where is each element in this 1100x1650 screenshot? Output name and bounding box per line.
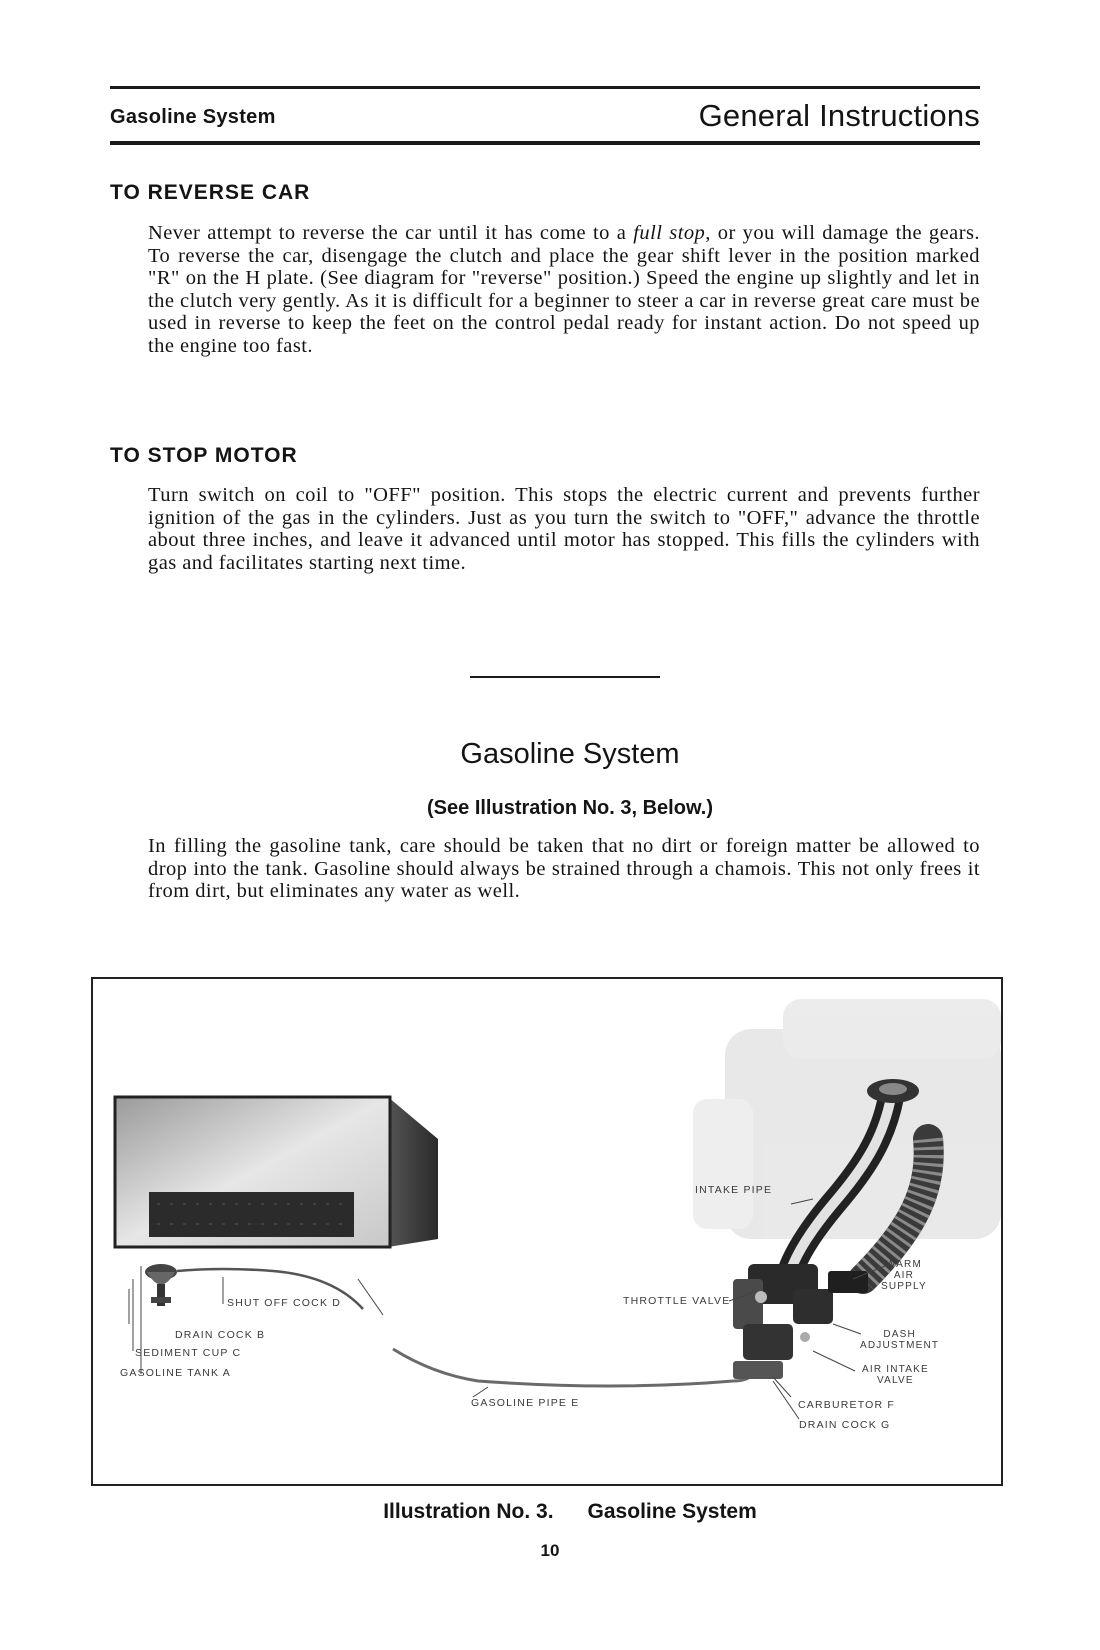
paragraph-stop-motor: Turn switch on coil to "OFF" position. This stops the electric current and prevents further ignition of the gas in the cylinders. Just as you turn the switch to "OFF," advance the throttle about three inches, and leave it advanced until motor has stopped. This fills the cylinders with gas and facilitates starting next time. xyxy=(148,484,980,574)
gasoline-system-title: Gasoline System xyxy=(460,738,680,770)
header-rule-top xyxy=(110,86,980,89)
running-header-chapter: General Instructions xyxy=(698,98,980,133)
header-rule-bottom xyxy=(110,141,980,145)
paragraph-gasoline-system: In filling the gasoline tank, care should be taken that no dirt or foreign matter be allowed to drop into the tank. Gasoline should always be strained through a chamois. This not only frees it from dirt, but eliminates any water as well. xyxy=(148,835,980,903)
running-header-section: Gasoline System xyxy=(110,106,276,128)
caption-number: Illustration No. 3. xyxy=(383,1500,554,1523)
label-air-intake-valve: AIR INTAKE VALVE xyxy=(862,1364,929,1386)
label-intake-pipe: INTAKE PIPE xyxy=(695,1184,773,1196)
label-gasoline-pipe: GASOLINE PIPE E xyxy=(471,1397,580,1409)
label-gasoline-tank: GASOLINE TANK A xyxy=(120,1367,231,1379)
label-sediment-cup: SEDIMENT CUP C xyxy=(135,1347,242,1359)
page-number: 10 xyxy=(540,1541,560,1560)
paragraph-reverse-car-part2: or you will damage the gears. To reverse the car, disengage the clutch and place the gear shift lever in the position marked "R" on the H plate. (See diagram for "reverse" position.) Speed the engine up slightly and let in the clutch very gently. As it is difficult for a beginner to steer a car in reverse great care must be used in reverse to keep the feet on the control pedal ready for instant action. Do not speed up the engine too fast. xyxy=(148,222,980,357)
illustration-caption xyxy=(0,1500,1100,1524)
section-divider xyxy=(470,676,660,678)
gasoline-pipe-drawing xyxy=(393,1349,753,1386)
illustration-gasoline-system xyxy=(91,977,1003,1486)
paragraph-reverse-car xyxy=(148,222,980,358)
caption-title: Gasoline System xyxy=(587,1500,757,1523)
emphasis-full-stop: full stop, xyxy=(633,222,711,244)
label-dash-adjustment: DASH ADJUSTMENT xyxy=(860,1329,940,1351)
label-carburetor: CARBURETOR F xyxy=(798,1399,896,1411)
label-warm-air-supply: WARM AIR SUPPLY xyxy=(881,1259,927,1292)
heading-reverse-car: TO REVERSE CAR xyxy=(110,181,311,204)
paragraph-reverse-car-part1: Never attempt to reverse the car until it has come to a xyxy=(148,222,634,244)
label-drain-cock-b: DRAIN COCK B xyxy=(175,1329,266,1341)
carburetor-drawing xyxy=(733,1264,868,1379)
label-shut-off-cock: SHUT OFF COCK D xyxy=(227,1297,342,1309)
gasoline-system-subtitle: (See Illustration No. 3, Below.) xyxy=(427,797,713,819)
label-drain-cock-g: DRAIN COCK G xyxy=(799,1419,891,1431)
label-throttle-valve: THROTTLE VALVE xyxy=(623,1295,731,1307)
heading-stop-motor: TO STOP MOTOR xyxy=(110,444,298,467)
gasoline-tank-drawing xyxy=(115,1097,438,1247)
